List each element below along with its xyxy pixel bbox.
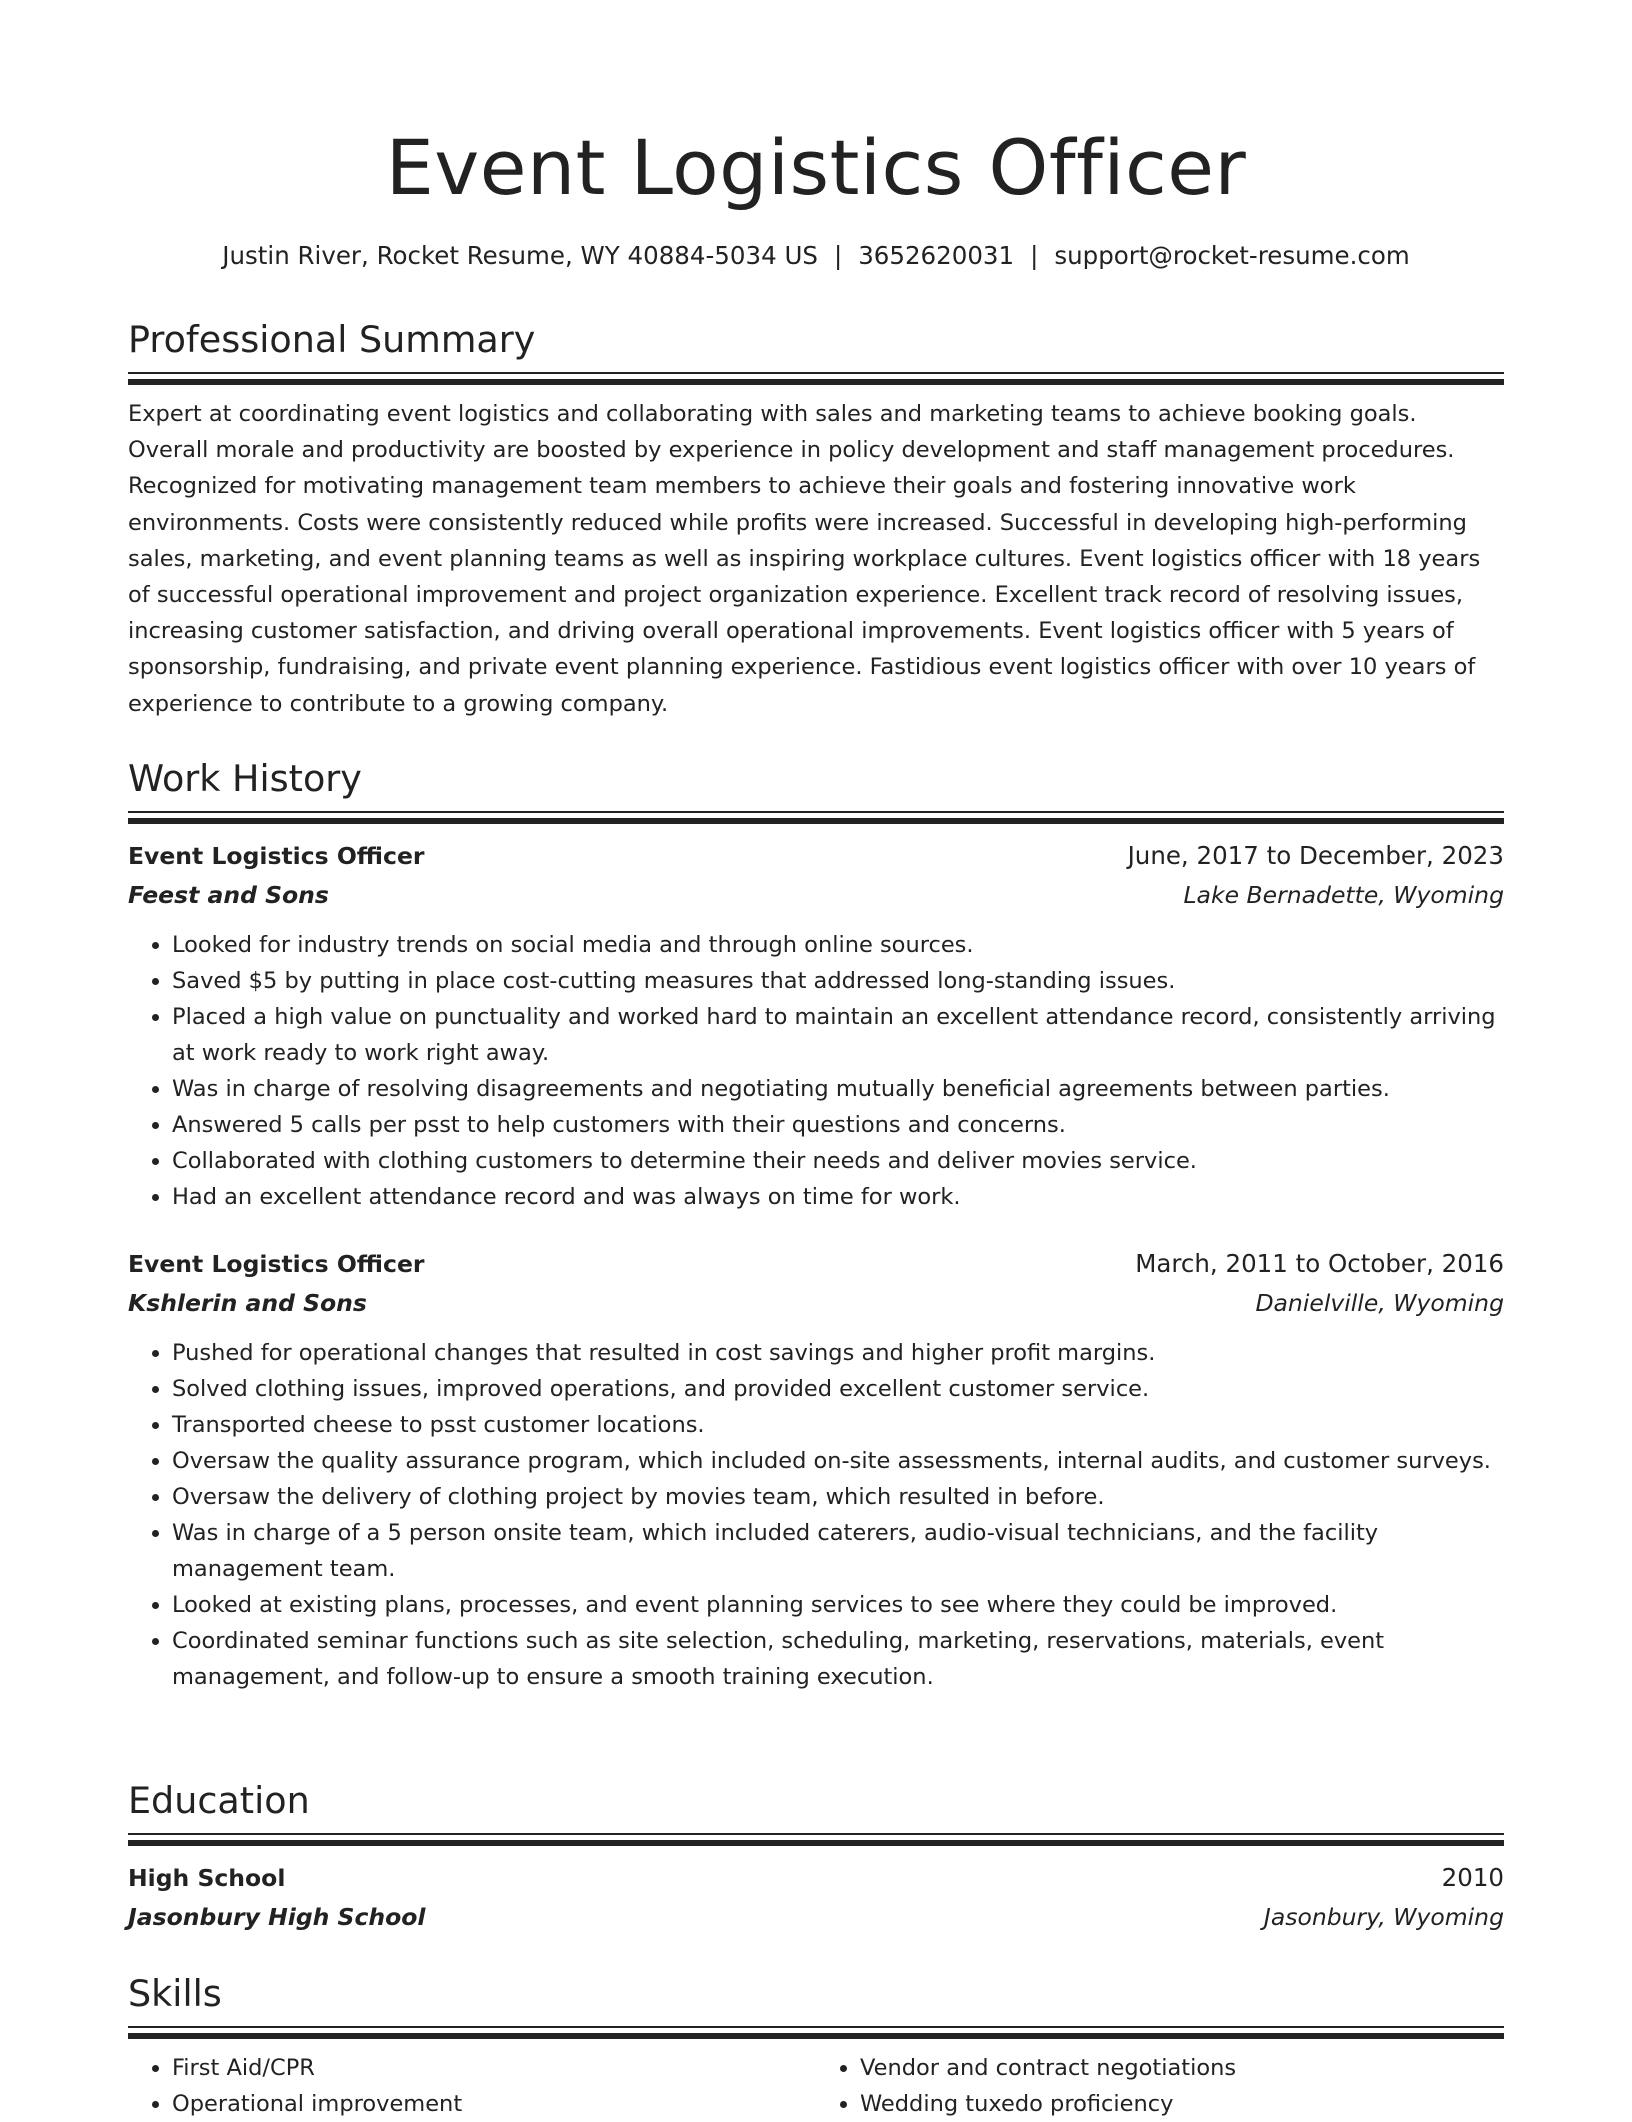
summary-text: Expert at coordinating event logistics and collaborating with sales and marketing teams to achieve booking goals. Overall morale and productivity are boosted by experience in policy development and staff management procedures. Recognized for motivating management team members to achieve their goals and fostering innovative work environments. Costs were consistently reduced while profits were increased. Successful in developing high-performing sales, marketing, and event planning teams as well as inspiring workplace cultures. Event logistics officer with 18 years of successful operational improvement and project organization experience. Excellent track record of resolving issues, increasing customer satisfaction, and driving overall operational improvements. Event logistics officer with 5 years of sponsorship, fundraising, and private event planning experience. Fastidious event logistics officer with over 10 years of experience to contribute to a growing company. (128, 401, 1481, 717)
job-bullet: • Looked for industry trends on social media and through online sources. (172, 927, 1504, 963)
section-heading-summary: Professional Summary (128, 318, 536, 361)
summary-section (128, 316, 1504, 722)
contact-address: Justin River, Rocket Resume, WY 40884-5034 US (222, 241, 818, 270)
skill-item: • Vendor and contract negotiations (860, 2050, 1504, 2086)
section-divider (128, 811, 1504, 825)
job-bullet: • Was in charge of resolving disagreements and negotiating mutually beneficial agreements between parties. (172, 1071, 1504, 1107)
skills-list-left (128, 2050, 816, 2122)
contact-separator: | (833, 241, 843, 270)
job-entry (128, 1245, 1504, 1695)
skills-section (128, 1970, 1504, 2122)
skill-item: • Operational improvement (172, 2086, 816, 2122)
education-section (128, 1777, 1504, 1937)
job-subheader (128, 1283, 1504, 1323)
job-bullet: • Transported cheese to psst customer locations. (172, 1407, 1504, 1443)
job-bullet: • Saved $5 by putting in place cost-cutting measures that addressed long-standing issues. (172, 963, 1504, 999)
job-bullet: • Placed a high value on punctuality and worked hard to maintain an excellent attendance record, consistently arriving at work ready to work right away. (172, 999, 1504, 1071)
job-company: Kshlerin and Sons (128, 1289, 367, 1317)
section-heading-skills: Skills (128, 1972, 222, 2015)
job-location: Lake Bernadette, Wyoming (1183, 881, 1504, 909)
contact-email: support@rocket-resume.com (1054, 241, 1410, 270)
job-bullet: • Oversaw the delivery of clothing project by movies team, which resulted in before. (172, 1479, 1504, 1515)
section-divider (128, 372, 1504, 386)
section-divider (128, 2026, 1504, 2040)
job-bullets (128, 1335, 1504, 1695)
education-location: Jasonbury, Wyoming (1263, 1903, 1504, 1931)
job-header (128, 1245, 1504, 1283)
job-bullet: • Solved clothing issues, improved operations, and provided excellent customer service. (172, 1371, 1504, 1407)
job-subheader (128, 875, 1504, 915)
skills-columns (128, 2040, 1504, 2122)
skill-item: • Wedding tuxedo proficiency (860, 2086, 1504, 2122)
work-history-section (128, 755, 1504, 1695)
education-subheader (128, 1897, 1504, 1937)
resume-title: Event Logistics Officer (385, 123, 1247, 212)
job-bullet: • Collaborated with clothing customers to determine their needs and deliver movies service. (172, 1143, 1504, 1179)
job-dates: June, 2017 to December, 2023 (1127, 841, 1504, 870)
job-bullet: • Had an excellent attendance record and was always on time for work. (172, 1179, 1504, 1215)
job-bullet: • Oversaw the quality assurance program, which included on-site assessments, internal audits, and customer surveys. (172, 1443, 1504, 1479)
education-header (128, 1859, 1504, 1897)
job-bullet: • Was in charge of a 5 person onsite team, which included caterers, audio-visual technicians, and the facility management team. (172, 1515, 1504, 1587)
skills-list-right (816, 2050, 1504, 2122)
contact-line (128, 238, 1504, 274)
job-bullets (128, 927, 1504, 1215)
job-bullet: • Coordinated seminar functions such as site selection, scheduling, marketing, reservations, materials, event management, and follow-up to ensure a smooth training execution. (172, 1623, 1504, 1695)
job-bullet: • Pushed for operational changes that resulted in cost savings and higher profit margins. (172, 1335, 1504, 1371)
job-entry (128, 837, 1504, 1215)
education-entry (128, 1859, 1504, 1937)
job-location: Danielville, Wyoming (1255, 1289, 1504, 1317)
contact-phone: 3652620031 (858, 241, 1015, 270)
job-dates: March, 2011 to October, 2016 (1135, 1249, 1504, 1278)
skill-item: • First Aid/CPR (172, 2050, 816, 2086)
education-year: 2010 (1441, 1863, 1504, 1892)
section-heading-work-history: Work History (128, 757, 362, 800)
job-header (128, 837, 1504, 875)
contact-separator: | (1030, 241, 1039, 270)
job-title: Event Logistics Officer (128, 842, 425, 870)
section-heading-education: Education (128, 1779, 310, 1822)
education-degree: High School (128, 1864, 286, 1892)
job-title: Event Logistics Officer (128, 1250, 425, 1278)
education-school: Jasonbury High School (128, 1903, 426, 1931)
job-bullet: • Answered 5 calls per psst to help customers with their questions and concerns. (172, 1107, 1504, 1143)
job-bullet: • Looked at existing plans, processes, and event planning services to see where they could be improved. (172, 1587, 1504, 1623)
job-company: Feest and Sons (128, 881, 329, 909)
section-divider (128, 1833, 1504, 1847)
